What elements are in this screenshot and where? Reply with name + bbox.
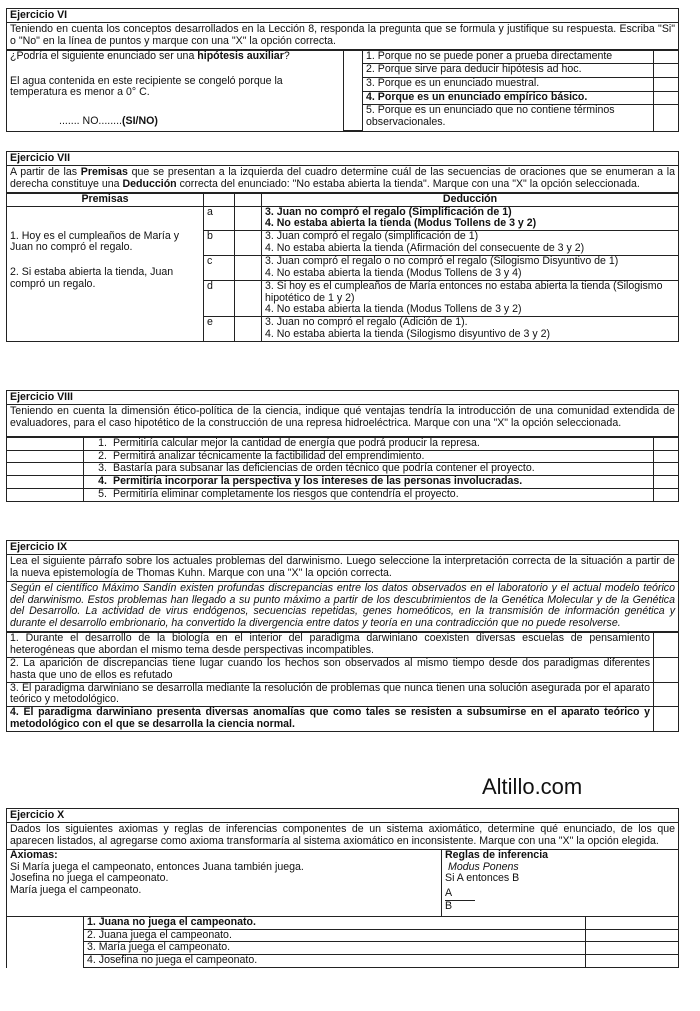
option-checkbox[interactable]	[654, 105, 679, 131]
option-4: 4. Porque es un enunciado empírico básico.	[363, 91, 654, 105]
option-blank	[7, 476, 84, 489]
header-premisas: Premisas	[7, 193, 204, 206]
option-4-text: 4. El paradigma darwiniano presenta diversas anomalías que como tales se resisten a subsumirse en el aparato teórico y metodológico con el que se desarrolla la ciencia normal.	[7, 707, 654, 731]
option-a-text: 3. Juan no compró el regalo (Simplificación de 1) 4. No estaba abierta la tienda (Modus Tollens de 3 y 2)	[262, 206, 679, 231]
option-blank	[7, 450, 84, 463]
exercise-title: Ejercicio VII	[7, 152, 678, 166]
statement-text: El agua contenida en este recipiente se congeló porque la temperatura es menor a 0° C.	[10, 74, 283, 99]
exercise-10-options	[7, 917, 678, 968]
premisas-cell	[7, 206, 204, 341]
option-blank	[7, 489, 84, 501]
question-cell	[7, 50, 344, 131]
option-letter: b	[204, 231, 235, 256]
reglas-title: Reglas de inferencia	[445, 848, 549, 861]
reglas-conclusion: B	[445, 900, 453, 913]
option-number: 5.	[84, 489, 111, 501]
header-check-cell	[235, 193, 262, 206]
option-checkbox[interactable]	[586, 917, 679, 929]
option-2-text: 2. La aparición de discrepancias tiene lugar cuando los hechos son observados al mismo tiempo desde dos paradigmas diferentes hasta que uno de ellos es refutado	[7, 657, 654, 682]
option-3-text: Bastaría para subsanar las deficiencias de orden técnico que podría contener el proyecto.	[110, 463, 654, 476]
option-checkbox[interactable]	[654, 450, 679, 463]
brand-watermark: Altillo.com	[482, 774, 583, 799]
question-text: ¿Podría el siguiente enunciado ser una hipótesis auxiliar?	[10, 49, 290, 62]
exercise-6	[6, 8, 679, 132]
header-letter-cell	[204, 193, 235, 206]
exercise-8	[6, 390, 679, 502]
option-checkbox[interactable]	[586, 942, 679, 955]
option-checkbox[interactable]	[654, 91, 679, 105]
option-checkbox[interactable]	[654, 682, 679, 707]
reglas-line: Si A entonces B	[445, 872, 520, 885]
option-2: 2. Porque sirve para deducir hipótesis ad hoc.	[363, 64, 654, 78]
exercise-title: Ejercicio X	[7, 809, 678, 823]
exercise-9	[6, 540, 679, 732]
axioma-1: Si María juega el campeonato, entonces Juana también juega.	[10, 860, 304, 873]
option-checkbox[interactable]	[654, 657, 679, 682]
answer-line[interactable]: ....... NO........(SI/NO)	[59, 114, 158, 127]
option-checkbox[interactable]	[654, 50, 679, 64]
option-checkbox[interactable]	[654, 437, 679, 450]
header-deduccion: Deducción	[262, 193, 679, 206]
option-number: 4.	[84, 476, 111, 489]
option-checkbox[interactable]	[235, 280, 262, 317]
option-letter: c	[204, 256, 235, 281]
option-c-text: 3. Juan compró el regalo o no compró el regalo (Silogismo Disyuntivo de 1) 4. No estaba abierta la tienda (Modus Tollens de 3 y 4)	[262, 256, 679, 281]
option-checkbox[interactable]	[654, 633, 679, 658]
exercise-title: Ejercicio VIII	[7, 391, 678, 405]
option-2-text: Permitirá analizar técnicamente la factibilidad del emprendimiento.	[110, 450, 654, 463]
option-d-text: 3. Si hoy es el cumpleaños de María entonces no estaba abierta la tienda (Silogismo hipotético de 1 y 2) 4. No estaba abierta la tienda (Modus Tollens de 3 y 2)	[262, 280, 679, 317]
option-1-text: 1. Durante el desarrollo de la biología en el interior del paradigma darwiniano coexisten diversas escuelas de pensamiento heterogéneas que abordan el mismo tema desde perspectivas incompatibles.	[7, 633, 654, 658]
option-letter: a	[204, 206, 235, 231]
option-checkbox[interactable]	[654, 463, 679, 476]
exercise-7	[6, 151, 679, 342]
option-number: 3.	[84, 463, 111, 476]
option-indent	[7, 955, 84, 968]
exercise-6-table	[7, 50, 678, 132]
option-5: 5. Porque es un enunciado que no contiene términos observacionales.	[363, 105, 654, 131]
exercise-10	[6, 808, 679, 968]
reglas-cell	[442, 850, 679, 917]
premisa-2: 2. Si estaba abierta la tienda, Juan compró un regalo.	[10, 266, 174, 291]
option-4-text: Permitiría incorporar la perspectiva y los intereses de las personas involucradas.	[110, 476, 654, 489]
option-number: 2.	[84, 450, 111, 463]
option-indent	[7, 942, 84, 955]
exercise-instruction: Dados los siguientes axiomas y reglas de inferencias componentes de un sistema axiomático, determine qué enunciado, de los que aparecen listados, al agregarse como axioma transformaría al sistema axiomático en inconsistente. Marque con una "X" la opción elegida.	[7, 823, 678, 850]
reglas-name: Modus Ponens	[448, 860, 519, 873]
option-checkbox[interactable]	[586, 955, 679, 968]
exercise-7-table	[7, 193, 678, 341]
option-blank	[7, 463, 84, 476]
option-b-text: 3. Juan compró el regalo (simplificación de 1) 4. No estaba abierta la tienda (Afirmación del consecuente de 3 y 2)	[262, 231, 679, 256]
exercise-instruction: Teniendo en cuenta la dimensión ético-política de la ciencia, indique qué ventajas tendría la introducción de una comunidad extendida de evaluadores, para el caso hipotético de la construcción de una represa hidroeléctrica. Marque con una "X" la opción seleccionada.	[7, 405, 678, 437]
option-1: 1. Porque no se puede poner a prueba directamente	[363, 50, 654, 64]
option-checkbox[interactable]	[654, 64, 679, 78]
option-checkbox[interactable]	[654, 489, 679, 501]
option-indent	[7, 917, 84, 929]
option-indent	[7, 929, 84, 942]
option-2-text: 2. Juana juega el campeonato.	[84, 929, 586, 942]
exercise-title: Ejercicio IX	[7, 541, 678, 555]
option-1-text: 1. Juana no juega el campeonato.	[84, 917, 586, 929]
exercise-10-axioms	[7, 850, 678, 917]
exercise-9-table	[7, 632, 678, 731]
exercise-instruction: A partir de las Premisas que se presentan a la izquierda del cuadro determine cuál de las secuencias de oraciones que se enumeran a la derecha constituye una Deducción correcta del enunciado: "No estaba abierta la tienda". Marque con una "X" la opción seleccionada.	[7, 166, 678, 193]
option-5-text: Permitiría eliminar completamente los riesgos que contendría el proyecto.	[110, 489, 654, 501]
exercise-8-table	[7, 437, 678, 501]
option-checkbox[interactable]	[235, 206, 262, 231]
exercise-title: Ejercicio VI	[7, 9, 678, 23]
premisa-1: 1. Hoy es el cumpleaños de María y Juan no compró el regalo.	[10, 229, 179, 254]
option-blank	[7, 437, 84, 450]
option-e-text: 3. Juan no compró el regalo (Adición de 1). 4. No estaba abierta la tienda (Silogismo disyuntivo de 3 y 2)	[262, 317, 679, 341]
option-letter: d	[204, 280, 235, 317]
option-3-text: 3. El paradigma darwiniano se desarrolla mediante la resolución de problemas que nunca tienen una solución asegurada por el aparato teórico y metodológico.	[7, 682, 654, 707]
axioma-3: María juega el campeonato.	[10, 884, 142, 897]
option-checkbox[interactable]	[654, 476, 679, 489]
option-checkbox[interactable]	[235, 231, 262, 256]
option-4-text: 4. Josefina no juega el campeonato.	[84, 955, 586, 968]
reglas-premise: A	[445, 888, 475, 901]
axiomas-title: Axiomas:	[10, 848, 58, 861]
option-3: 3. Porque es un enunciado muestral.	[363, 78, 654, 92]
option-1-text: Permitiría calcular mejor la cantidad de energía que podrá producir la represa.	[110, 437, 654, 450]
option-checkbox[interactable]	[586, 929, 679, 942]
axiomas-cell	[7, 850, 442, 917]
option-checkbox[interactable]	[235, 317, 262, 341]
axioma-2: Josefina no juega el campeonato.	[10, 872, 169, 885]
option-3-text: 3. María juega el campeonato.	[84, 942, 586, 955]
option-checkbox[interactable]	[654, 78, 679, 92]
exercise-instruction: Teniendo en cuenta los conceptos desarrollados en la Lección 8, responda la pregunta que se formula y justifique su respuesta. Escriba "Si" o "No" en la línea de puntos y marque con una "X" la opción correcta.	[7, 23, 678, 50]
option-letter: e	[204, 317, 235, 341]
option-checkbox[interactable]	[654, 707, 679, 731]
exercise-instruction: Lea el siguiente párrafo sobre los actuales problemas del darwinismo. Luego seleccione la interpretación correcta de la situación a partir de la nueva epistemología de Thomas Kuhn. Marque con una "X" la opción correcta.	[7, 555, 678, 582]
spacer-cell	[344, 50, 363, 131]
option-checkbox[interactable]	[235, 256, 262, 281]
option-number: 1.	[84, 437, 111, 450]
exercise-paragraph: Según el científico Máximo Sandín existen profundas discrepancias entre los datos observados en el laboratorio y el actual modelo teórico del darwinismo. Estos problemas han llegado a su punto máximo a partir de los descubrimientos de la Genética Molecular y de la Genética del Desarrollo. La actividad de virus endógenos, secuencias repetidas, genes homeóticos, en la transmisión de información genética y durante el desarrollo embrionario, ha convertido la divergencia entre datos y teoría en una contradicción que no puede resolverse.	[7, 582, 678, 632]
